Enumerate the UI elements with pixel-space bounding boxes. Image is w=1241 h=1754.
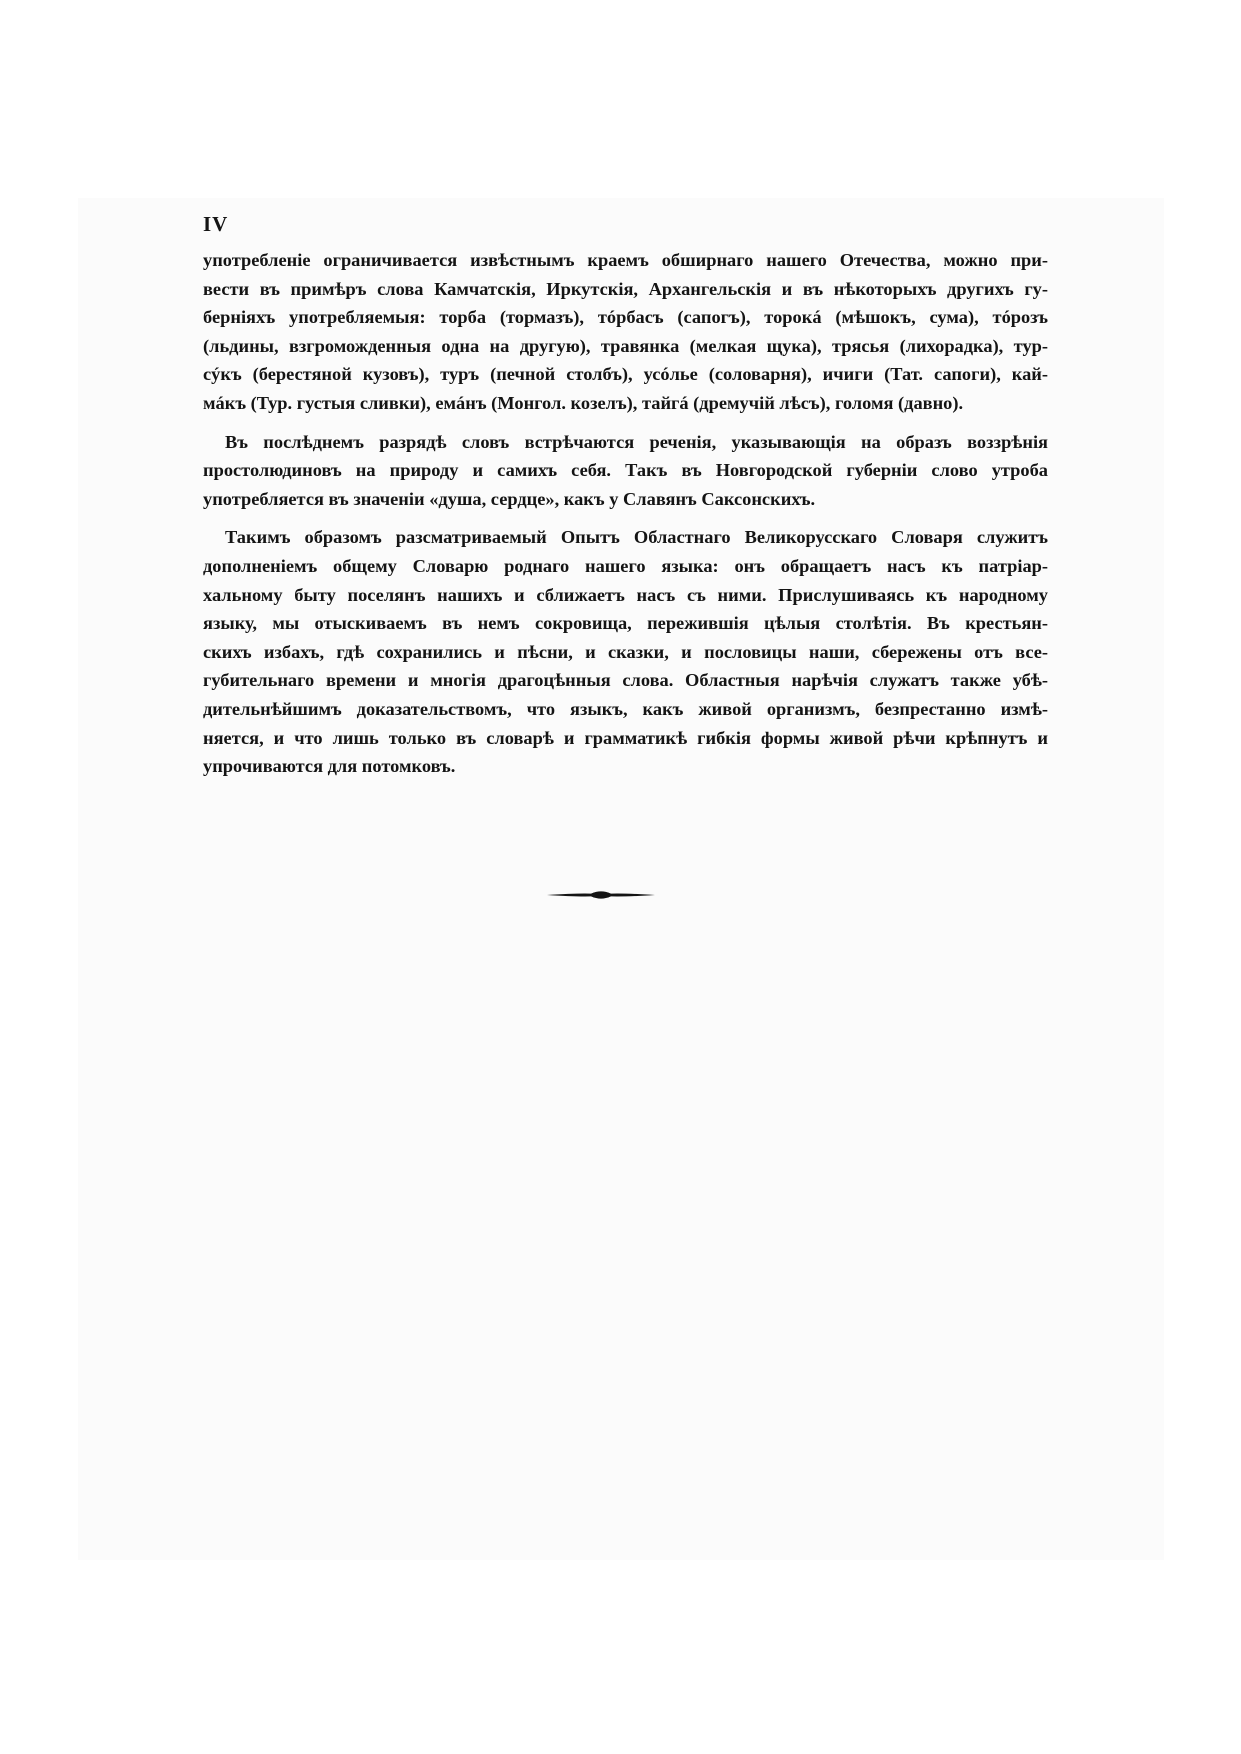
text-line: хальному быту поселянъ нашихъ и сближаетъ насъ съ ними. Прислушиваясь къ народному	[203, 584, 1048, 605]
text-line: губительнаго времени и многія драгоцѣнныя слова. Областныя нарѣчія служатъ также убѣ-	[203, 670, 1048, 691]
text-line: берніяхъ употребляемыя: торба (тормазъ), тóрбасъ (сапогъ), торокá (мѣшокъ, сума), тóрозъ	[203, 307, 1048, 328]
paragraph	[203, 428, 1048, 514]
paragraph-gap	[203, 418, 1048, 428]
text-line: простолюдиновъ на природу и самихъ себя. Такъ въ Новгородской губерніи слово утроба	[203, 460, 1048, 481]
text-line: няется, и что лишь только въ словарѣ и грамматикѣ гибкія формы живой рѣчи крѣпнутъ и	[203, 727, 1048, 748]
text-line: Въ послѣднемъ разрядѣ словъ встрѣчаются реченія, указывающія на образъ воззрѣнія	[225, 431, 1048, 452]
text-line: сýкъ (берестяной кузовъ), туръ (печной столбъ), усóлье (соловарня), ичиги (Тат. сапоги), кай-	[203, 364, 1048, 385]
body-text	[203, 246, 1048, 781]
text-line: дополненіемъ общему Словарю роднаго нашего языка: онъ обращаетъ насъ къ патріар-	[203, 555, 1048, 576]
page-number: IV	[203, 212, 229, 236]
text-line: употребляется въ значеніи «душа, сердце», какъ у Славянъ Саксонскихъ.	[203, 488, 816, 509]
text-line: упрочиваются для потомковъ.	[203, 756, 456, 777]
paragraph	[203, 246, 1048, 418]
text-line: (льдины, взгроможденныя одна на другую), травянка (мелкая щука), трясья (лихорадка), тур-	[203, 335, 1048, 356]
text-line: языку, мы отыскиваемъ въ немъ сокровища, пережившія цѣлыя столѣтія. Въ крестьян-	[203, 613, 1048, 634]
text-line: скихъ избахъ, гдѣ сохранились и пѣсни, и сказки, и пословицы наши, сбережены отъ все-	[203, 641, 1048, 662]
decorative-tailpiece-icon	[545, 888, 657, 902]
text-line: Такимъ образомъ разсматриваемый Опытъ Областнаго Великорусскаго Словаря служитъ	[225, 527, 1048, 548]
paragraph-gap	[203, 513, 1048, 523]
text-line: дительнѣйшимъ доказательствомъ, что языкъ, какъ живой организмъ, безпрестанно измѣ-	[203, 698, 1048, 719]
paragraph	[203, 523, 1048, 780]
text-line: мáкъ (Тур. густыя сливки), емáнъ (Монгол. козелъ), тайгá (дремучій лѣсъ), голомя (давно).	[203, 392, 964, 413]
text-line: употребленіе ограничивается извѣстнымъ краемъ обширнаго нашего Отечества, можно при-	[203, 250, 1048, 270]
text-line: вести въ примѣръ слова Камчатскія, Иркутскія, Архангельскія и въ нѣкоторыхъ другихъ гу-	[203, 278, 1048, 299]
